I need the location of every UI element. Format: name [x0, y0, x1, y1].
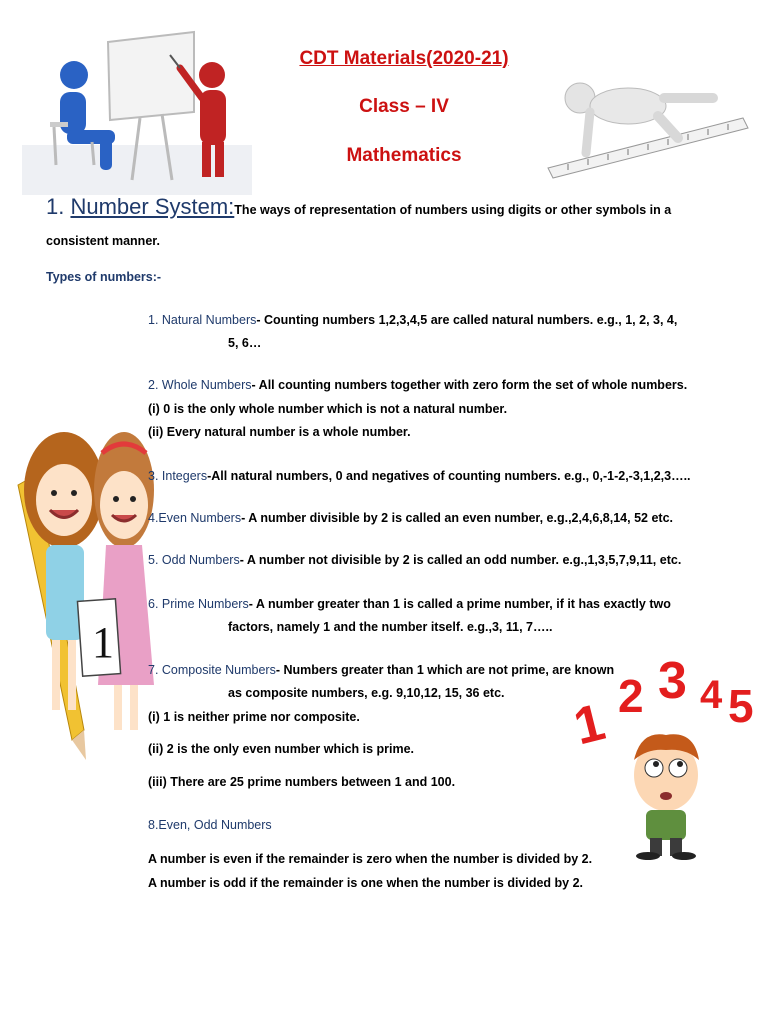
odd-numbers-row: 5. Odd Numbers- A number not divisible by 2 is called an odd number. e.g.,1,3,5,7,9,11, etc.: [148, 553, 682, 567]
document-title: CDT Materials(2020-21): [299, 48, 509, 69]
prime-numbers-continued: factors, namely 1 and the number itself. e.g.,3, 11, 7…..: [228, 620, 553, 634]
prime-numbers-label: 6. Prime Numbers: [148, 597, 249, 611]
composite-numbers-row: 7. Composite Numbers- Numbers greater than 1 which are not prime, are known: [148, 663, 615, 677]
odd-numbers-label: 5. Odd Numbers: [148, 553, 240, 567]
composite-note-1: (i) 1 is neither prime nor composite.: [148, 710, 360, 724]
section-intro-continued: consistent manner.: [46, 234, 160, 248]
boy-with-numbers-illustration: [566, 660, 766, 860]
prime-numbers-row: 6. Prime Numbers- A number greater than 1 is called a prime number, if it has exactly two: [148, 597, 671, 611]
girls-pencil-illustration: [6, 395, 156, 765]
integers-row: 3. Integers-All natural numbers, 0 and negatives of counting numbers. e.g., 0,-1-2,-3,1,2,3…..: [148, 469, 691, 483]
digit-5: 5: [728, 680, 754, 732]
composite-note-3: (iii) There are 25 prime numbers between 1 and 100.: [148, 775, 456, 789]
even-rule: A number is even if the remainder is zero when the number is divided by 2.: [148, 852, 593, 866]
digit-1: 1: [568, 693, 611, 757]
whole-numbers-row: 2. Whole Numbers- All counting numbers together with zero form the set of whole numbers.: [148, 378, 688, 392]
subject-label: Mathematics: [346, 145, 462, 166]
even-odd-label: 8.Even, Odd Numbers: [148, 818, 272, 832]
natural-numbers-continued: 5, 6…: [228, 336, 262, 350]
teacher-presentation-illustration: [22, 30, 252, 195]
digit-3: 3: [658, 660, 687, 710]
even-numbers-row: 4.Even Numbers- A number divisible by 2 is called an even number, e.g.,2,4,6,8,14, 52 etc.: [148, 511, 674, 525]
section-intro: The ways of representation of numbers using digits or other symbols in a: [234, 203, 672, 217]
natural-numbers-label: 1. Natural Numbers: [148, 313, 257, 327]
composite-numbers-continued: as composite numbers, e.g. 9,10,12, 15, 36 etc.: [228, 686, 505, 700]
section-heading: Number System:: [70, 194, 235, 219]
composite-note-2: (ii) 2 is the only even number which is prime.: [148, 742, 415, 756]
digit-2: 2: [618, 670, 644, 722]
types-label: Types of numbers:-: [46, 270, 162, 284]
even-numbers-label: 4.Even Numbers: [148, 511, 242, 525]
figure-measuring-ruler-illustration: [538, 68, 753, 180]
digit-4: 4: [700, 673, 723, 717]
card-digit: 1: [92, 618, 114, 667]
class-label: Class – IV: [359, 96, 449, 117]
section-number: 1.: [46, 194, 71, 219]
section-heading-row: [46, 194, 671, 220]
whole-note-2: (ii) Every natural number is a whole number.: [148, 425, 411, 439]
whole-numbers-label: 2. Whole Numbers: [148, 378, 252, 392]
natural-numbers-row: 1. Natural Numbers- Counting numbers 1,2,3,4,5 are called natural numbers. e.g., 1, 2, 3, 4,: [148, 313, 678, 327]
odd-rule: A number is odd if the remainder is one when the number is divided by 2.: [148, 876, 584, 890]
whole-note-1: (i) 0 is the only whole number which is not a natural number.: [148, 402, 508, 416]
composite-numbers-label: 7. Composite Numbers: [148, 663, 276, 677]
integers-label: 3. Integers: [148, 469, 208, 483]
